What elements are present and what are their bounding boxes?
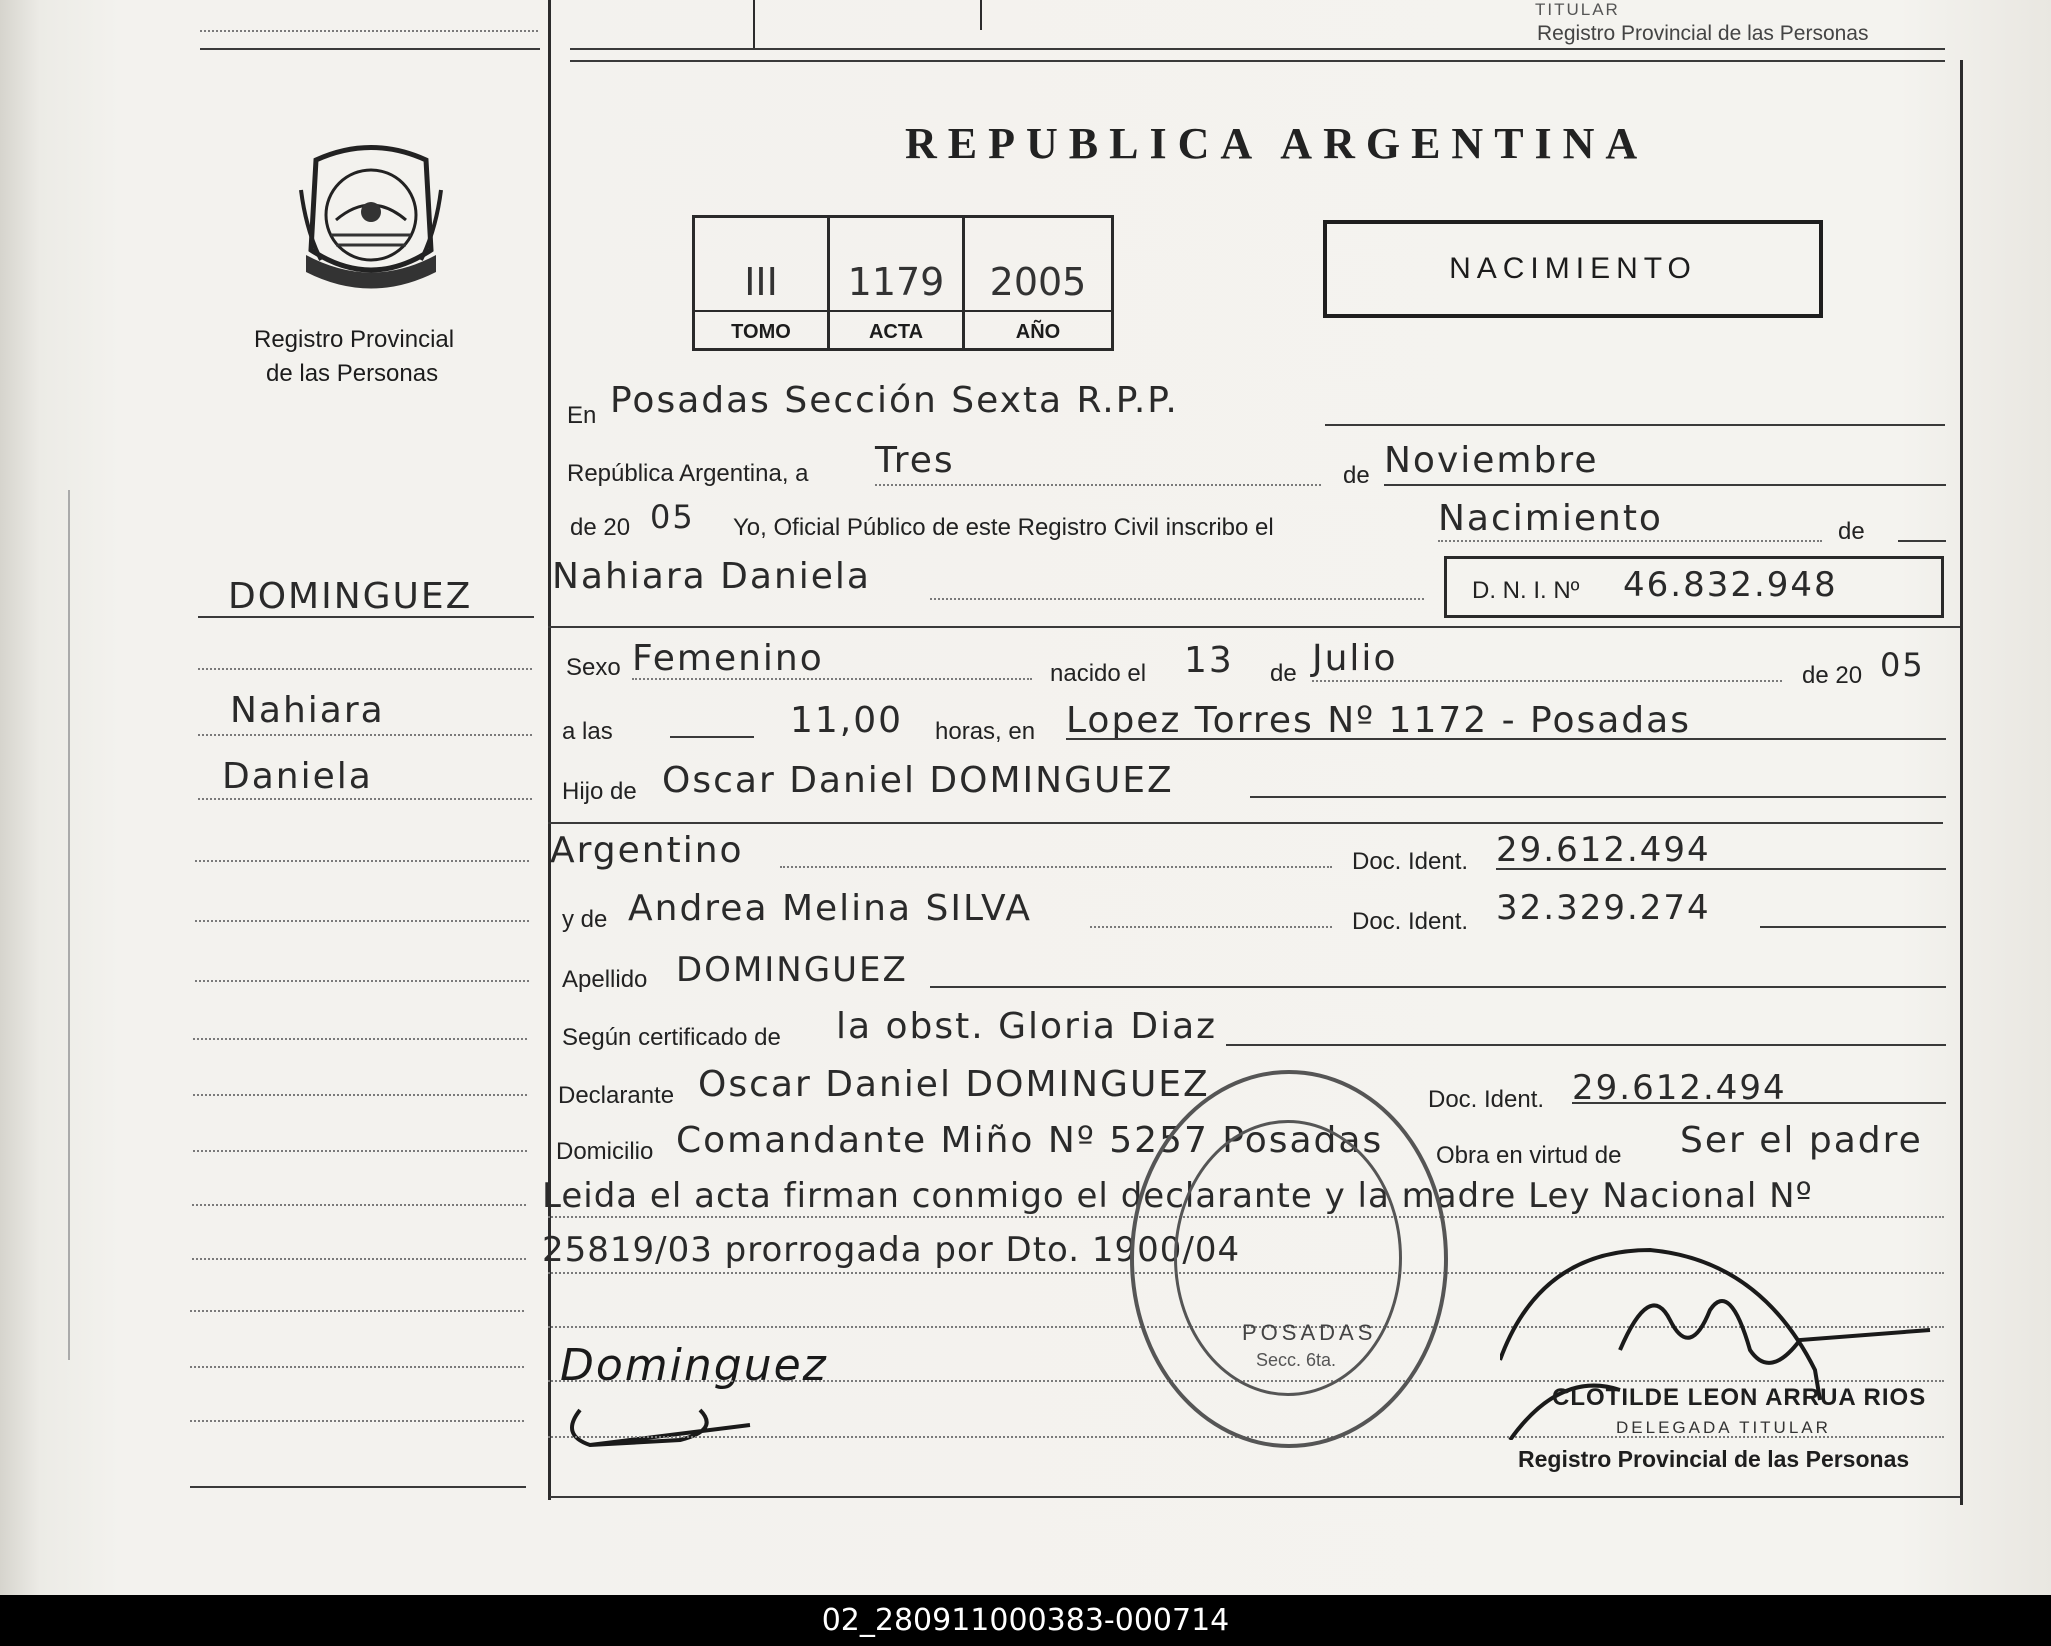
de-mes-label: de bbox=[1270, 660, 1297, 687]
left-dotted-14 bbox=[190, 1420, 524, 1422]
day-words: Tres bbox=[875, 440, 955, 481]
birth-day: 13 bbox=[1184, 640, 1234, 681]
anio-label: AÑO bbox=[1015, 321, 1061, 343]
day-dotted bbox=[875, 484, 1321, 486]
country-title: REPUBLICA ARGENTINA bbox=[905, 119, 1649, 168]
year-suffix: 05 bbox=[650, 498, 695, 536]
section-rule-1 bbox=[548, 626, 1960, 628]
inscribe-dotted bbox=[1438, 540, 1822, 542]
top-left-rule bbox=[200, 48, 540, 50]
mother-name-dotted bbox=[1090, 926, 1332, 928]
seal-city: POSADAS bbox=[1242, 1320, 1377, 1345]
declarante-label: Declarante bbox=[558, 1082, 675, 1109]
tomo-label: TOMO bbox=[731, 321, 791, 343]
dni-box bbox=[1444, 556, 1944, 618]
left-signature: Dominguez bbox=[560, 1340, 828, 1391]
inscribe-value: Nacimiento bbox=[1438, 498, 1663, 539]
note-line2: 25819/03 prorrogada por Dto. 1900/04 bbox=[542, 1230, 1241, 1270]
en-label: En bbox=[567, 402, 597, 429]
yde-label: y de bbox=[562, 906, 608, 933]
left-surname-rule bbox=[198, 616, 534, 618]
registry-name-line1: Registro Provincial bbox=[254, 326, 455, 353]
a-las-rule bbox=[670, 736, 754, 738]
apellido-rule bbox=[930, 986, 1946, 988]
left-bottom-rule bbox=[190, 1486, 526, 1488]
father-name: Oscar Daniel DOMINGUEZ bbox=[662, 760, 1174, 801]
left-dotted-11 bbox=[192, 1258, 526, 1260]
right-border bbox=[1960, 60, 1963, 1505]
top-left-dotted bbox=[200, 30, 538, 32]
birth-year-suffix: 05 bbox=[1880, 646, 1925, 684]
left-surname: DOMINGUEZ bbox=[228, 576, 473, 617]
father-name-rule bbox=[1250, 796, 1946, 798]
acta-value: 1179 bbox=[847, 260, 945, 304]
top-right-rule-2 bbox=[570, 60, 1945, 62]
domicilio-label: Domicilio bbox=[556, 1138, 654, 1165]
de-end-label: de bbox=[1838, 518, 1865, 545]
left-dotted-2 bbox=[198, 734, 532, 736]
en-rule bbox=[1325, 424, 1945, 426]
de-label: de bbox=[1343, 462, 1370, 489]
top-cell-divider-2 bbox=[980, 0, 982, 30]
obra-label: Obra en virtud de bbox=[1436, 1142, 1622, 1169]
note-line1: Leida el acta firman conmigo el declarante y la madre Ley Nacional Nº bbox=[542, 1176, 1813, 1216]
misiones-coat-of-arms-icon bbox=[296, 140, 446, 300]
doc2-label: Doc. Ident. bbox=[1352, 908, 1469, 935]
sexo-dotted bbox=[632, 678, 1032, 680]
anio-value: 2005 bbox=[989, 260, 1087, 304]
person-name: Nahiara Daniela bbox=[552, 556, 871, 597]
left-dotted-7 bbox=[193, 1038, 527, 1040]
yo-text: Yo, Oficial Público de este Registro Civil inscribo el bbox=[733, 514, 1274, 541]
de20-label: de 20 bbox=[570, 514, 631, 541]
father-doc-rule bbox=[1496, 868, 1946, 870]
birth-place-rule bbox=[1066, 738, 1946, 740]
acta-cell bbox=[830, 218, 965, 348]
official-round-seal bbox=[1130, 1070, 1448, 1448]
month-words: Noviembre bbox=[1384, 440, 1599, 481]
acta-label: ACTA bbox=[868, 321, 924, 343]
top-stamp-small: TITULAR bbox=[1535, 0, 1620, 19]
official-org: Registro Provincial de las Personas bbox=[1518, 1446, 1910, 1472]
birth-month-dotted bbox=[1312, 680, 1782, 682]
top-right-rule bbox=[570, 48, 1945, 50]
nacido-label: nacido el bbox=[1050, 660, 1147, 687]
segun-value: la obst. Gloria Diaz bbox=[836, 1006, 1218, 1047]
birth-time: 11,00 bbox=[790, 700, 904, 741]
mother-doc-rule bbox=[1760, 926, 1946, 928]
left-dotted-6 bbox=[195, 980, 529, 982]
footer-bar bbox=[0, 1595, 2051, 1646]
acta-box-separator bbox=[695, 310, 1111, 312]
horas-label: horas, en bbox=[935, 718, 1036, 745]
acta-type-box: NACIMIENTO bbox=[1323, 220, 1823, 318]
dni-label: D. N. I. Nº bbox=[1472, 577, 1580, 604]
left-first-name: Nahiara bbox=[230, 690, 385, 731]
official-name: CLOTILDE LEON ARRUA RIOS bbox=[1552, 1384, 1927, 1411]
sexo-label: Sexo bbox=[566, 654, 621, 681]
declarante-value: Oscar Daniel DOMINGUEZ bbox=[698, 1064, 1210, 1105]
doc1-label: Doc. Ident. bbox=[1352, 848, 1469, 875]
declarante-doc: 29.612.494 bbox=[1572, 1068, 1787, 1108]
left-divider bbox=[548, 0, 551, 1500]
father-nationality-dotted bbox=[780, 866, 1332, 868]
de20b-label: de 20 bbox=[1802, 662, 1863, 689]
father-name-rule-2 bbox=[548, 822, 1943, 824]
hijo-label: Hijo de bbox=[562, 778, 637, 805]
birth-month: Julio bbox=[1312, 638, 1398, 679]
apellido-value: DOMINGUEZ bbox=[676, 950, 908, 990]
tomo-value: III bbox=[744, 260, 778, 304]
dni-value: 46.832.948 bbox=[1623, 565, 1838, 605]
left-dotted-5 bbox=[195, 920, 529, 922]
rep-label: República Argentina, a bbox=[567, 460, 809, 487]
left-middle-name: Daniela bbox=[222, 756, 373, 797]
left-dotted-13 bbox=[190, 1366, 524, 1368]
bottom-rule bbox=[550, 1496, 1960, 1498]
father-doc: 29.612.494 bbox=[1496, 830, 1711, 870]
sexo-value: Femenino bbox=[632, 638, 824, 679]
tomo-cell bbox=[695, 218, 830, 348]
segun-rule bbox=[1226, 1044, 1946, 1046]
seal-section: Secc. 6ta. bbox=[1256, 1350, 1337, 1370]
de-end-rule bbox=[1898, 540, 1946, 542]
left-dotted-10 bbox=[192, 1204, 526, 1206]
doc3-label: Doc. Ident. bbox=[1428, 1086, 1545, 1113]
mother-name: Andrea Melina SILVA bbox=[628, 888, 1033, 929]
top-cell-divider bbox=[753, 0, 755, 48]
top-stamp-text: Registro Provincial de las Personas bbox=[1537, 22, 1869, 45]
birth-place: Lopez Torres Nº 1172 - Posadas bbox=[1066, 700, 1691, 741]
declarante-doc-rule bbox=[1572, 1102, 1946, 1104]
person-name-dotted bbox=[930, 598, 1424, 600]
father-nationality: Argentino bbox=[550, 830, 744, 871]
anio-cell bbox=[965, 218, 1111, 348]
left-signature-flourish bbox=[560, 1390, 760, 1460]
month-rule bbox=[1384, 484, 1946, 486]
left-dotted-12 bbox=[190, 1310, 524, 1312]
footer-code: 02_280911000383-000714 bbox=[821, 1603, 1230, 1638]
binding-fold bbox=[68, 490, 70, 1360]
apellido-label: Apellido bbox=[562, 966, 648, 993]
mother-doc: 32.329.274 bbox=[1496, 888, 1711, 928]
a-las-label: a las bbox=[562, 718, 613, 745]
obra-value: Ser el padre bbox=[1680, 1120, 1923, 1161]
left-dotted-9 bbox=[193, 1150, 527, 1152]
acta-reference-box bbox=[692, 215, 1114, 351]
registry-name-line2: de las Personas bbox=[266, 360, 439, 387]
left-dotted-4 bbox=[195, 860, 529, 862]
left-dotted-3 bbox=[198, 798, 532, 800]
en-value: Posadas Sección Sexta R.P.P. bbox=[610, 380, 1179, 421]
official-role: DELEGADA TITULAR bbox=[1616, 1418, 1831, 1437]
left-dotted-8 bbox=[193, 1094, 527, 1096]
domicilio-value: Comandante Miño Nº 5257 Posadas bbox=[676, 1120, 1384, 1161]
segun-label: Según certificado de bbox=[562, 1024, 781, 1051]
left-dotted-1 bbox=[198, 668, 532, 670]
